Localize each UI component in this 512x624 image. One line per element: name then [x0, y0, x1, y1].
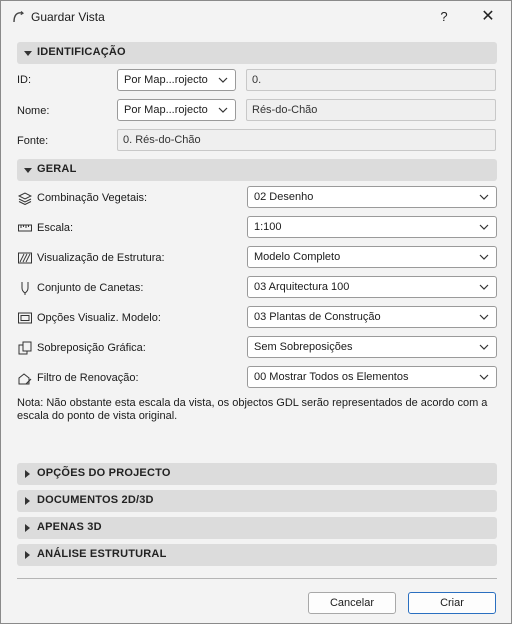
nome-source-dropdown[interactable]: Por Map...rojecto: [117, 99, 236, 121]
expand-arrow-icon: [25, 551, 30, 559]
nome-field[interactable]: Rés-do-Chão: [246, 99, 496, 121]
sobreposicao-dropdown[interactable]: Sem Sobreposições: [247, 336, 497, 358]
estrutura-label: Visualização de Estrutura:: [37, 252, 165, 264]
chevron-down-icon: [479, 252, 489, 262]
opcoes-modelo-dropdown[interactable]: 03 Plantas de Construção: [247, 306, 497, 328]
chevron-down-icon: [479, 222, 489, 232]
collapse-arrow-icon: [24, 51, 32, 56]
section-title: DOCUMENTOS 2D/3D: [37, 494, 154, 506]
pen-set-icon: [18, 281, 32, 295]
escala-label: Escala:: [37, 222, 74, 234]
section-title: ANÁLISE ESTRUTURAL: [37, 548, 167, 560]
renovacao-dropdown[interactable]: 00 Mostrar Todos os Elementos: [247, 366, 497, 388]
scale-note: Nota: Não obstante esta escala da vista, os objectos GDL serão representados de acordo com a escala do ponto de vista original.: [17, 397, 488, 422]
canetas-dropdown[interactable]: 03 Arquitectura 100: [247, 276, 497, 298]
id-label: ID:: [17, 74, 32, 86]
renovation-filter-icon: [18, 371, 32, 385]
id-source-dropdown[interactable]: Por Map...rojecto: [117, 69, 236, 91]
title-bar: [1, 1, 511, 33]
close-button[interactable]: ✕: [481, 8, 495, 25]
canetas-label: Conjunto de Canetas:: [37, 282, 144, 294]
renovacao-label: Filtro de Renovação:: [37, 372, 139, 384]
cancel-button[interactable]: Cancelar: [308, 592, 396, 614]
expand-arrow-icon: [25, 470, 30, 478]
chevron-down-icon: [479, 312, 489, 322]
section-geral[interactable]: [17, 159, 497, 181]
archicad-app-icon: [11, 10, 25, 24]
chevron-down-icon: [479, 192, 489, 202]
section-title: GERAL: [37, 163, 77, 175]
chevron-down-icon: [218, 75, 228, 85]
expand-arrow-icon: [25, 524, 30, 532]
footer-divider: [17, 578, 497, 579]
section-apenas-3d[interactable]: [17, 517, 497, 539]
estrutura-dropdown[interactable]: Modelo Completo: [247, 246, 497, 268]
scale-ruler-icon: [18, 221, 32, 235]
fonte-label: Fonte:: [17, 135, 49, 147]
section-documentos[interactable]: [17, 490, 497, 512]
layer-combination-icon: [18, 191, 32, 205]
chevron-down-icon: [218, 105, 228, 115]
section-title: IDENTIFICAÇÃO: [37, 46, 126, 58]
collapse-arrow-icon: [24, 168, 32, 173]
create-button[interactable]: Criar: [408, 592, 496, 614]
expand-arrow-icon: [25, 497, 30, 505]
escala-dropdown[interactable]: 1:100: [247, 216, 497, 238]
fonte-field: 0. Rés-do-Chão: [117, 129, 496, 151]
section-opcoes-projecto[interactable]: [17, 463, 497, 485]
combinacao-label: Combinação Vegetais:: [37, 192, 148, 204]
chevron-down-icon: [479, 342, 489, 352]
sobreposicao-label: Sobreposição Gráfica:: [37, 342, 146, 354]
combinacao-dropdown[interactable]: 02 Desenho: [247, 186, 497, 208]
nome-label: Nome:: [17, 105, 50, 117]
section-analise-estrutural[interactable]: [17, 544, 497, 566]
section-title: APENAS 3D: [37, 521, 102, 533]
opcoes-modelo-label: Opções Visualiz. Modelo:: [37, 312, 161, 324]
section-title: OPÇÕES DO PROJECTO: [37, 467, 171, 479]
graphic-override-icon: [18, 341, 32, 355]
model-view-options-icon: [18, 311, 32, 325]
chevron-down-icon: [479, 282, 489, 292]
structure-display-icon: [18, 251, 32, 265]
id-field[interactable]: 0.: [246, 69, 496, 91]
chevron-down-icon: [479, 372, 489, 382]
section-identificacao[interactable]: [17, 42, 497, 64]
help-button[interactable]: ?: [440, 9, 448, 24]
window-title: Guardar Vista: [31, 10, 105, 24]
